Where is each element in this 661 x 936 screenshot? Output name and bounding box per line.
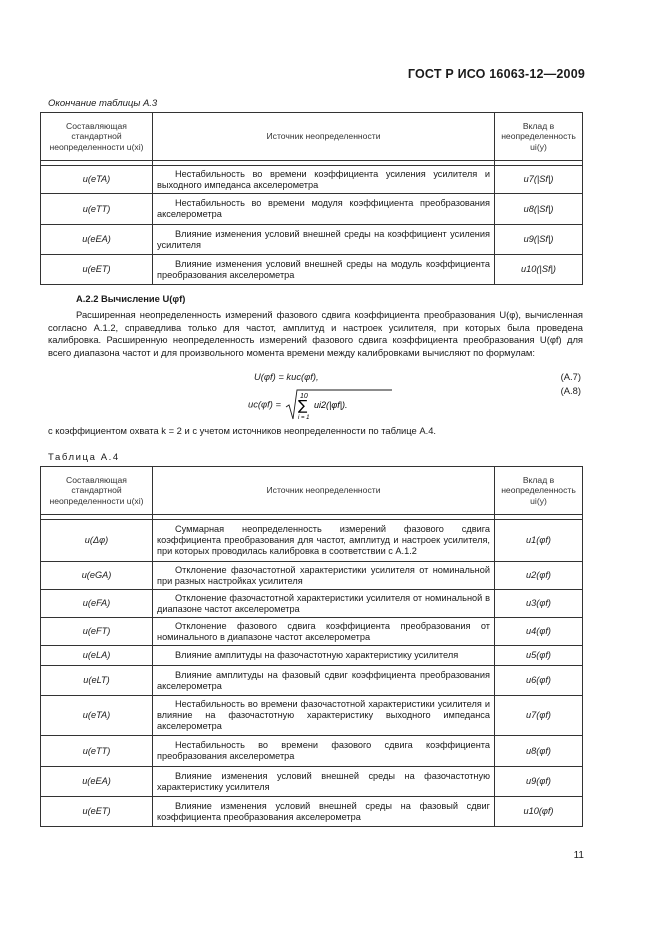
source-text: Отклонение фазочастотной характеристики усилителя от номинальной при разных настройках усилителя: [153, 562, 495, 590]
header-source: Источник неопределенности: [153, 113, 495, 161]
table-row: [41, 225, 583, 255]
formula-a8-left: uc(φf) =: [248, 398, 281, 410]
standard-header: ГОСТ Р ИСО 16063-12—2009: [407, 67, 585, 81]
source-text: Влияние амплитуды на фазовый сдвиг коэффициента преобразования акселерометра: [153, 666, 495, 696]
component-symbol: u(eTT): [41, 194, 153, 225]
table-row: [41, 166, 583, 194]
header-contribution: Вклад в неопределенность ui(y): [495, 467, 583, 515]
contribution-symbol: u2(φf): [495, 562, 583, 590]
component-symbol: u(eET): [41, 255, 153, 285]
table-row: [41, 696, 583, 736]
table-row: [41, 767, 583, 797]
contribution-symbol: u6(φf): [495, 666, 583, 696]
contribution-symbol: u4(φf): [495, 618, 583, 646]
table-a3-end: [40, 112, 583, 285]
table-row: [41, 646, 583, 666]
coverage-text: с коэффициентом охвата k = 2 и с учетом источников неопределенности по таблице А.4.: [48, 425, 437, 436]
table-a3-caption: Окончание таблицы А.3: [48, 98, 158, 109]
component-symbol: u(eFT): [41, 618, 153, 646]
contribution-symbol: u10(φf): [495, 797, 583, 827]
section-paragraph: Расширенная неопределенность измерений фазового сдвига коэффициента преобразования U(φ), вычисленная согласно А.1.2, справедлива только для частот, амплитуд и настроек усилителя, при которых была проведена калибровка. Расширенную неопределенность измерений фазового сдвига коэффициента преобразования U(φf) для всего диапазона частот и для произвольного момента времени между калибровками вычисляют по формулам:: [48, 309, 583, 358]
table-row: [41, 520, 583, 562]
header-component: Составляющая стандартной неопределенности u(xi): [41, 113, 153, 161]
header-component: Составляющая стандартной неопределенности u(xi): [41, 467, 153, 515]
formula-a8-number: (А.8): [560, 385, 581, 396]
component-symbol: u(eTA): [41, 696, 153, 736]
source-text: Нестабильность во времени фазочастотной характеристики усилителя и влияние на фазочастотную характеристику выходного импеданса акселерометра: [153, 696, 495, 736]
table-row: [41, 666, 583, 696]
sum-upper-limit: 10: [299, 393, 308, 400]
section-a22: [48, 293, 583, 359]
contribution-symbol: u9(|Sf|): [495, 225, 583, 255]
source-text: Влияние изменения условий внешней среды на фазочастотную характеристику усилителя: [153, 767, 495, 797]
source-text: Нестабильность во времени коэффициента усиления усилителя и выходного импеданса акселерометра: [153, 166, 495, 194]
contribution-symbol: u5(φf): [495, 646, 583, 666]
table-row: [41, 736, 583, 767]
table-a4: [40, 466, 583, 827]
source-text: Влияние изменения условий внешней среды на фазовый сдвиг коэффициента преобразования акселерометра: [153, 797, 495, 827]
formula-a7: U(φf) = kuc(φf),: [254, 371, 319, 382]
contribution-symbol: u3(φf): [495, 590, 583, 618]
contribution-symbol: u8(|Sf|): [495, 194, 583, 225]
sum-lower-limit: i = 1: [297, 415, 310, 421]
source-text: Нестабильность во времени модуля коэффициента преобразования акселерометра: [153, 194, 495, 225]
component-symbol: u(eGA): [41, 562, 153, 590]
component-symbol: u(eFA): [41, 590, 153, 618]
contribution-symbol: u7(|Sf|): [495, 166, 583, 194]
formula-a8: [248, 389, 394, 421]
source-text: Влияние изменения условий внешней среды на коэффициент усиления усилителя: [153, 225, 495, 255]
contribution-symbol: u9(φf): [495, 767, 583, 797]
sum-sign: ∑: [297, 398, 307, 414]
table-row: [41, 255, 583, 285]
component-symbol: u(eET): [41, 797, 153, 827]
table-row: [41, 562, 583, 590]
component-symbol: u(eLT): [41, 666, 153, 696]
sqrt-sign: [284, 389, 394, 421]
component-symbol: u(eTT): [41, 736, 153, 767]
contribution-symbol: u10(|Sf|): [495, 255, 583, 285]
source-text: Суммарная неопределенность измерений фазового сдвига коэффициента преобразования для частот, амплитуд и настроек усилителя, при которых проводилась калибровка в соответствии с А.1.2: [153, 520, 495, 562]
source-text: Отклонение фазового сдвига коэффициента преобразования от номинального в диапазоне частот акселерометра: [153, 618, 495, 646]
table-row: [41, 618, 583, 646]
table-row: [41, 797, 583, 827]
component-symbol: u(eEA): [41, 767, 153, 797]
source-text: Влияние изменения условий внешней среды на модуль коэффициента преобразования акселерометра: [153, 255, 495, 285]
contribution-symbol: u8(φf): [495, 736, 583, 767]
component-symbol: u(eEA): [41, 225, 153, 255]
header-source: Источник неопределенности: [153, 467, 495, 515]
table-a4-caption: Таблица А.4: [48, 452, 120, 463]
page-number: 11: [573, 850, 584, 861]
component-symbol: u(eLA): [41, 646, 153, 666]
table-row: [41, 590, 583, 618]
sum-term: ui2(|φf|).: [313, 400, 348, 410]
header-contribution: Вклад в неопределенность ui(y): [495, 113, 583, 161]
table-row: [41, 194, 583, 225]
component-symbol: u(Δφ): [41, 520, 153, 562]
source-text: Влияние амплитуды на фазочастотную характеристику усилителя: [153, 646, 495, 666]
contribution-symbol: u1(φf): [495, 520, 583, 562]
component-symbol: u(eTA): [41, 166, 153, 194]
sqrt-sum: [284, 389, 394, 421]
source-text: Отклонение фазочастотной характеристики усилителя от номинальной в диапазоне частот акселерометра: [153, 590, 495, 618]
formula-a7-number: (А.7): [560, 371, 581, 382]
source-text: Нестабильность во времени фазового сдвига коэффициента преобразования акселерометра: [153, 736, 495, 767]
contribution-symbol: u7(φf): [495, 696, 583, 736]
section-heading: А.2.2 Вычисление U(φf): [76, 293, 186, 304]
